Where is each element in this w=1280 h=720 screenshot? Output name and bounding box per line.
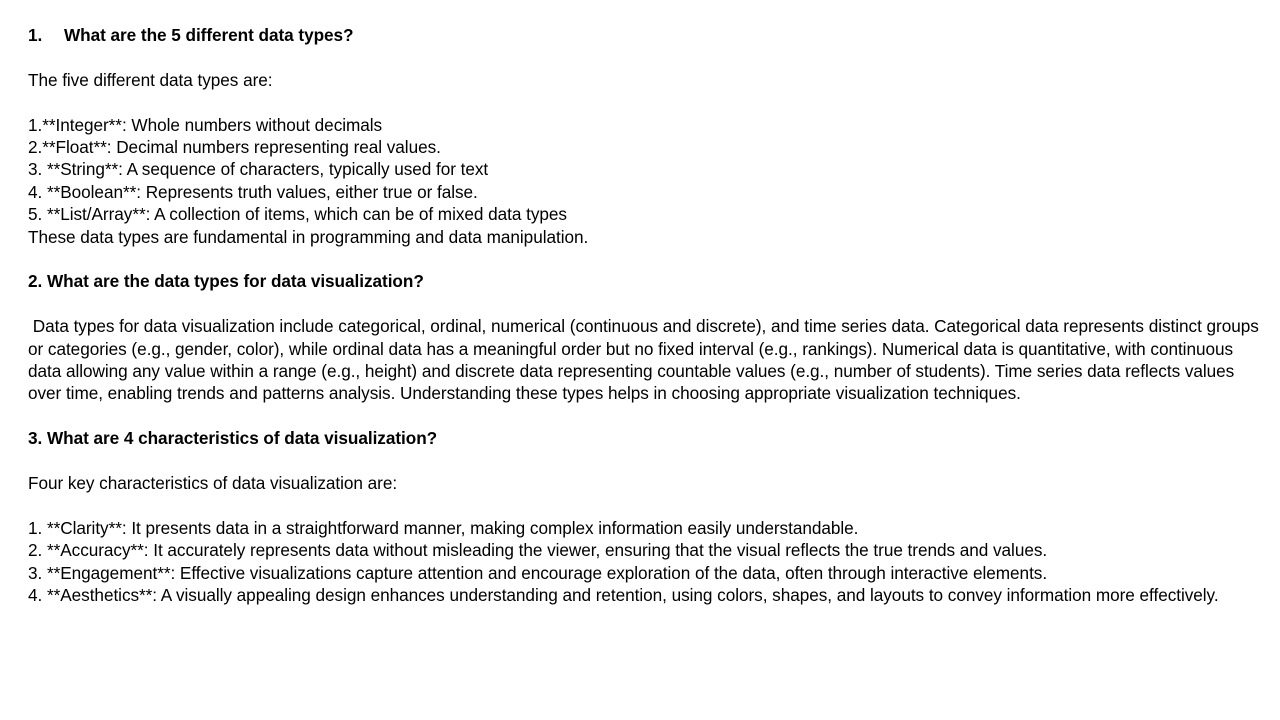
section1-outro: These data types are fundamental in programming and data manipulation.: [28, 226, 589, 247]
list-item: 2.**Float**: Decimal numbers representing real values.: [28, 137, 441, 157]
document-page: [28, 24, 1264, 606]
list-item: 3. **String**: A sequence of characters, typically used for text: [28, 159, 489, 180]
section2-body: Data types for data visualization include categorical, ordinal, numerical (continuous and discrete), and time series data. Categorical data represents distinct groups or categories (e.g., gender, color), while ordinal data has a meaningful order but no fixed interval (e.g., rankings). Numerical data is quantitative, with continuous data allowing any value within a range (e.g., height) and discrete data representing countable values (e.g., number of students). Time series data reflects values over time, enabling trends and patterns analysis. Understanding these types helps in choosing appropriate visualization techniques.: [28, 316, 1264, 404]
section1-heading: [28, 24, 1264, 46]
list-item: 2. **Accuracy**: It accurately represents data without misleading the viewer, ensuring that the visual reflects the true trends and values.: [28, 540, 1048, 561]
list-item: 5. **List/Array**: A collection of items, which can be of mixed data types: [28, 204, 567, 225]
section3-list: [28, 517, 1264, 607]
section3-intro: Four key characteristics of data visualization are:: [28, 473, 398, 494]
section1-number: 1.: [28, 25, 43, 45]
section3-heading: 3. What are 4 characteristics of data visualization?: [28, 428, 438, 449]
section1-intro: The five different data types are:: [28, 69, 273, 90]
list-item: 1.**Integer**: Whole numbers without decimals: [28, 114, 383, 135]
section1-title: What are the 5 different data types?: [64, 25, 354, 45]
list-item: 3. **Engagement**: Effective visualizations capture attention and encourage exploration of the data, often through interactive elements.: [28, 562, 1048, 583]
list-item: 1. **Clarity**: It presents data in a straightforward manner, making complex information easily understandable.: [28, 517, 859, 538]
list-item: 4. **Aesthetics**: A visually appealing design enhances understanding and retention, using colors, shapes, and layouts to convey information more effectively.: [28, 585, 1219, 606]
list-item: 4. **Boolean**: Represents truth values, either true or false.: [28, 181, 478, 202]
section1-list: [28, 114, 1264, 226]
section2-heading: 2. What are the data types for data visualization?: [28, 271, 424, 292]
